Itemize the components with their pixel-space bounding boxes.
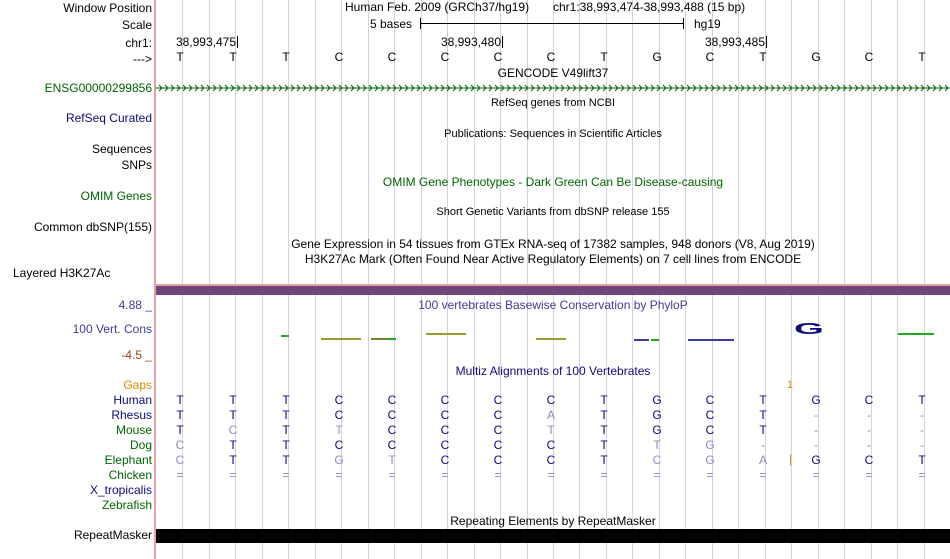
- alignment-base-elephant: T: [388, 453, 396, 467]
- alignment-base-chicken: =: [335, 468, 343, 482]
- alignment-base-human: T: [918, 393, 926, 407]
- conservation-mark: [281, 335, 289, 337]
- ruler-tick-label: 38,993,480: [440, 35, 501, 49]
- alignment-base-chicken: =: [918, 468, 926, 482]
- reference-base: T: [759, 50, 767, 64]
- ruler-tick-label: 38,993,485: [704, 35, 765, 49]
- alignment-base-mouse: T: [176, 423, 184, 437]
- track-label-sequences[interactable]: Sequences: [91, 142, 152, 156]
- reference-base: C: [864, 50, 874, 64]
- alignment-base-elephant: T: [229, 453, 237, 467]
- scale-bar-left-cap: [420, 18, 421, 29]
- alignment-base-dog: T: [229, 438, 237, 452]
- repeatmasker-track-title: Repeating Elements by RepeatMasker: [450, 514, 656, 528]
- alignment-base-elephant: C: [440, 453, 450, 467]
- alignment-base-rhesus: -: [814, 408, 818, 422]
- alignment-base-human: C: [864, 393, 874, 407]
- alignment-base-human: C: [440, 393, 450, 407]
- conservation-mark: [688, 339, 734, 341]
- alignment-base-dog: C: [440, 438, 450, 452]
- position-label: chr1:38,993,474-38,993,488 (15 bp): [553, 0, 746, 14]
- gtex-track-title: Gene Expression in 54 tissues from GTEx RNA-seq of 17382 samples, 948 donors (V8, Aug 2019): [291, 237, 815, 251]
- track-label-cons-min[interactable]: -4.5 _: [121, 348, 152, 362]
- track-label-window-position[interactable]: Window Position: [63, 1, 152, 15]
- track-label-human[interactable]: Human: [113, 393, 152, 407]
- assembly-label: Human Feb. 2009 (GRCh37/hg19): [345, 0, 530, 14]
- alignment-base-dog: T: [653, 438, 661, 452]
- scale-bar: [420, 23, 684, 24]
- alignment-base-mouse: -: [867, 423, 871, 437]
- track-label-chromosome[interactable]: chr1:: [125, 36, 152, 50]
- alignment-base-chicken: =: [600, 468, 608, 482]
- conservation-mark: [634, 339, 649, 341]
- track-label-gencode-gene[interactable]: ENSG00000299856: [44, 81, 152, 95]
- track-label-panel: [0, 0, 154, 559]
- phylop-track-title: 100 vertebrates Basewise Conservation by PhyloP: [418, 298, 688, 312]
- alignment-base-rhesus: -: [867, 408, 871, 422]
- alignment-base-rhesus: T: [600, 408, 608, 422]
- alignment-base-rhesus: C: [705, 408, 715, 422]
- alignment-base-mouse: C: [228, 423, 238, 437]
- alignment-base-dog: C: [334, 438, 344, 452]
- track-label-cons[interactable]: 100 Vert. Cons: [72, 322, 152, 336]
- alignment-base-elephant: T: [918, 453, 926, 467]
- reference-base: T: [600, 50, 608, 64]
- reference-base: G: [652, 50, 662, 64]
- alignment-base-chicken: =: [653, 468, 661, 482]
- refseq-track-title: RefSeq genes from NCBI: [490, 97, 616, 109]
- alignment-base-chicken: =: [494, 468, 502, 482]
- ruler-tick-mark: [237, 36, 238, 48]
- ruler-tick-mark: [502, 36, 503, 48]
- alignment-base-chicken: =: [229, 468, 237, 482]
- track-label-rhesus[interactable]: Rhesus: [111, 408, 152, 422]
- track-label-chicken[interactable]: Chicken: [108, 468, 152, 482]
- alignment-base-rhesus: T: [176, 408, 184, 422]
- alignment-base-elephant: G: [334, 453, 344, 467]
- alignment-base-mouse: T: [282, 423, 290, 437]
- omim-track-title: OMIM Gene Phenotypes - Dark Green Can Be Disease-causing: [382, 175, 724, 189]
- reference-base: T: [282, 50, 290, 64]
- track-label-dbsnp[interactable]: Common dbSNP(155): [33, 220, 152, 234]
- alignment-base-elephant: C: [652, 453, 662, 467]
- alignment-base-mouse: T: [335, 423, 343, 437]
- alignment-base-rhesus: G: [652, 408, 662, 422]
- conservation-mark: [916, 333, 921, 335]
- ruler-tick-mark: [766, 36, 767, 48]
- repeatmasker-feature[interactable]: [156, 529, 950, 543]
- alignment-base-chicken: =: [176, 468, 184, 482]
- alignment-base-rhesus: T: [759, 408, 767, 422]
- alignment-base-human: G: [652, 393, 662, 407]
- alignment-base-dog: G: [705, 438, 715, 452]
- alignment-base-rhesus: T: [282, 408, 290, 422]
- conservation-plot[interactable]: [156, 325, 950, 345]
- conservation-mark: [536, 338, 566, 340]
- alignment-base-dog: T: [282, 438, 290, 452]
- gencode-gene-feature[interactable]: [156, 82, 950, 94]
- reference-base: C: [493, 50, 503, 64]
- track-label-omim[interactable]: OMIM Genes: [80, 189, 152, 203]
- h3k27ac-signal-fill[interactable]: [156, 286, 950, 295]
- reference-base: C: [334, 50, 344, 64]
- alignment-base-mouse: C: [440, 423, 450, 437]
- alignment-base-mouse: C: [705, 423, 715, 437]
- scale-bar-right-cap: [683, 18, 684, 29]
- alignment-base-mouse: C: [387, 423, 397, 437]
- reference-base: T: [176, 50, 184, 64]
- track-label-mouse[interactable]: Mouse: [115, 423, 152, 437]
- track-label-snps[interactable]: SNPs: [121, 158, 152, 172]
- scale-db: hg19: [694, 17, 721, 31]
- alignment-base-mouse: C: [493, 423, 503, 437]
- reference-base: C: [705, 50, 715, 64]
- alignment-base-dog: C: [493, 438, 503, 452]
- alignment-base-rhesus: T: [229, 408, 237, 422]
- alignment-base-chicken: =: [282, 468, 290, 482]
- track-label-h3k27ac[interactable]: Layered H3K27Ac: [13, 266, 111, 280]
- reference-base: T: [918, 50, 926, 64]
- track-label-gaps[interactable]: Gaps: [123, 378, 152, 392]
- alignment-base-chicken: =: [812, 468, 820, 482]
- alignment-base-human: G: [811, 393, 821, 407]
- conservation-mark: [321, 338, 361, 340]
- alignment-base-dog: C: [175, 438, 185, 452]
- scale-text: 5 bases: [370, 17, 413, 31]
- alignment-base-chicken: =: [441, 468, 449, 482]
- alignment-base-chicken: =: [547, 468, 555, 482]
- alignment-base-human: C: [387, 393, 397, 407]
- alignment-base-chicken: =: [706, 468, 714, 482]
- alignment-base-mouse: -: [814, 423, 818, 437]
- h3k27ac-track-title: H3K27Ac Mark (Often Found Near Active Regulatory Elements) on 7 cell lines from ENCODE: [304, 252, 802, 266]
- alignment-base-mouse: -: [920, 423, 924, 437]
- alignment-base-rhesus: C: [493, 408, 503, 422]
- gencode-track-title: GENCODE V49lift37: [497, 66, 609, 80]
- ruler-tick-label: 38,993,475: [175, 35, 236, 49]
- track-label-xtrop[interactable]: X_tropicalis: [89, 483, 152, 497]
- track-label-cons-max[interactable]: 4.88 _: [118, 298, 152, 312]
- alignment-base-elephant: G: [811, 453, 821, 467]
- track-label-scale[interactable]: Scale: [121, 18, 152, 32]
- conservation-mark: [651, 339, 659, 341]
- alignment-base-dog: C: [387, 438, 397, 452]
- alignment-base-human: T: [229, 393, 237, 407]
- reference-base: G: [811, 50, 821, 64]
- alignment-base-human: C: [705, 393, 715, 407]
- track-label-dog[interactable]: Dog: [129, 438, 152, 452]
- track-label-strand[interactable]: --->: [133, 52, 152, 66]
- gap-marker: 1: [787, 379, 794, 391]
- alignment-base-elephant: G: [705, 453, 715, 467]
- track-label-zebrafish[interactable]: Zebrafish: [101, 498, 152, 512]
- publications-track-title: Publications: Sequences in Scientific Articles: [444, 128, 662, 140]
- alignment-base-mouse: T: [600, 423, 608, 437]
- conservation-mark: [426, 333, 466, 335]
- reference-base: C: [387, 50, 397, 64]
- browser-image-area[interactable]: [156, 0, 950, 559]
- alignment-base-rhesus: -: [920, 408, 924, 422]
- alignment-base-human: T: [759, 393, 767, 407]
- dbsnp-track-title: Short Genetic Variants from dbSNP release 155: [436, 206, 670, 218]
- alignment-base-human: C: [493, 393, 503, 407]
- alignment-base-human: T: [282, 393, 290, 407]
- alignment-base-mouse: T: [547, 423, 555, 437]
- alignment-base-human: C: [334, 393, 344, 407]
- alignment-base-dog: -: [920, 438, 924, 452]
- alignment-base-rhesus: C: [334, 408, 344, 422]
- conservation-logo-letter: G: [794, 321, 824, 338]
- alignment-base-chicken: =: [759, 468, 767, 482]
- alignment-base-human: C: [546, 393, 556, 407]
- reference-base: C: [440, 50, 450, 64]
- alignment-base-chicken: =: [388, 468, 396, 482]
- alignment-base-mouse: G: [652, 423, 662, 437]
- reference-base: T: [229, 50, 237, 64]
- alignment-base-dog: T: [600, 438, 608, 452]
- track-label-refseq[interactable]: RefSeq Curated: [65, 111, 152, 125]
- track-label-repeatmasker[interactable]: RepeatMasker: [73, 528, 152, 542]
- alignment-base-elephant: T: [600, 453, 608, 467]
- reference-base: C: [546, 50, 556, 64]
- alignment-base-elephant: A: [758, 453, 767, 467]
- alignment-base-elephant: C: [493, 453, 503, 467]
- insertion-marker: |: [789, 452, 793, 466]
- alignment-base-chicken: =: [865, 468, 873, 482]
- alignment-base-rhesus: A: [546, 408, 555, 422]
- alignment-base-dog: -: [867, 438, 871, 452]
- alignment-base-elephant: C: [546, 453, 556, 467]
- alignment-base-mouse: T: [759, 423, 767, 437]
- alignment-base-dog: C: [546, 438, 556, 452]
- alignment-base-human: T: [600, 393, 608, 407]
- conservation-mark: [388, 338, 396, 340]
- alignment-base-human: T: [176, 393, 184, 407]
- track-label-elephant[interactable]: Elephant: [104, 453, 152, 467]
- alignment-base-dog: -: [761, 438, 765, 452]
- alignment-base-elephant: T: [282, 453, 290, 467]
- alignment-base-rhesus: C: [387, 408, 397, 422]
- multiz-track-title: Multiz Alignments of 100 Vertebrates: [455, 364, 651, 378]
- alignment-base-rhesus: C: [440, 408, 450, 422]
- alignment-base-dog: -: [814, 438, 818, 452]
- alignment-base-elephant: C: [175, 453, 185, 467]
- alignment-base-elephant: C: [864, 453, 874, 467]
